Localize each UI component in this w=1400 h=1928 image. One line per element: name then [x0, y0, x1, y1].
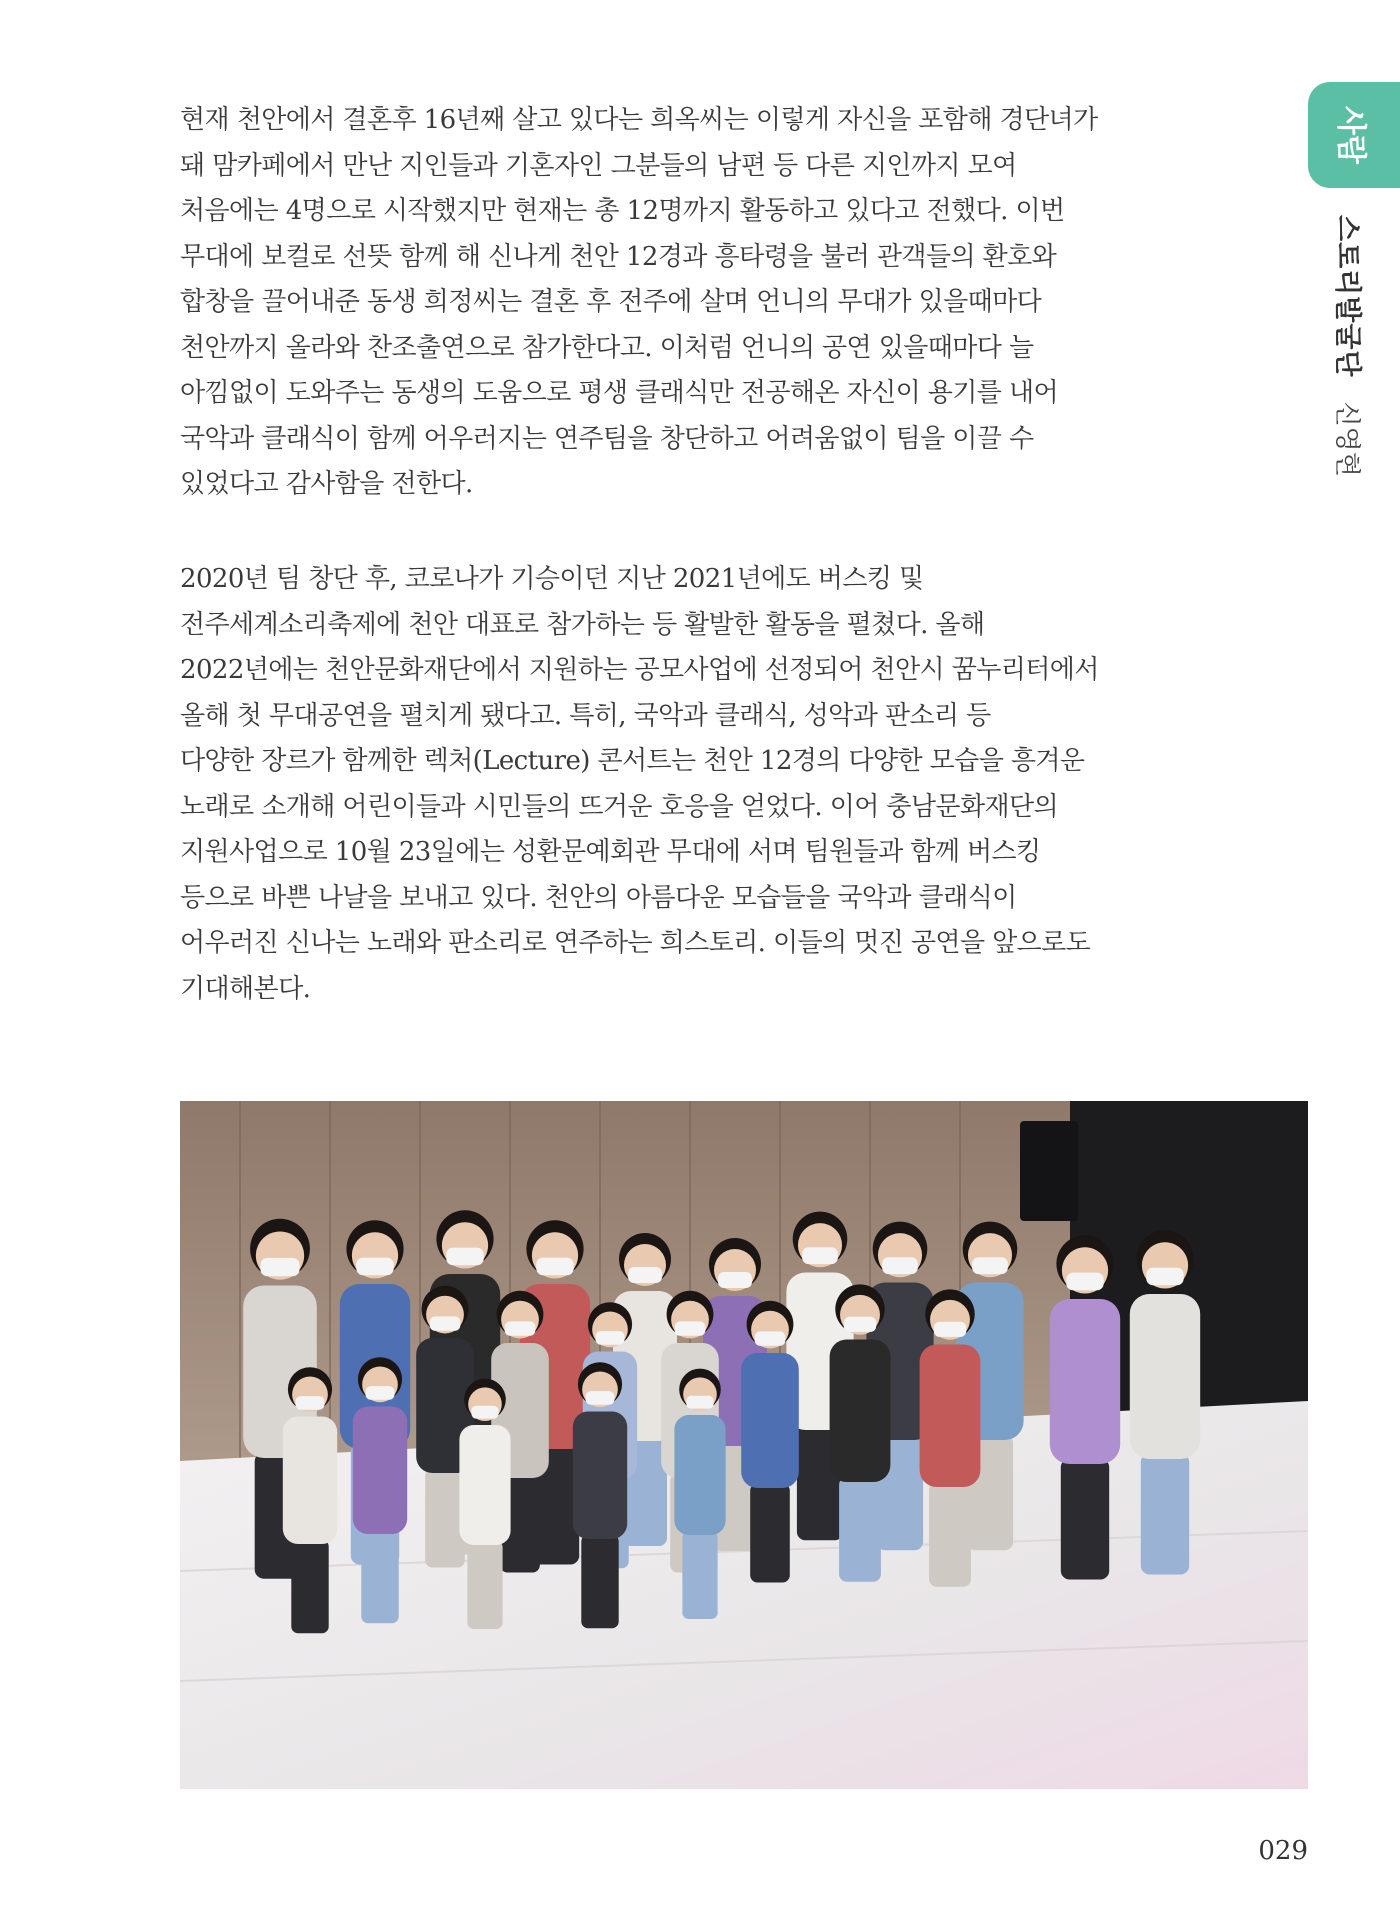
side-caption	[1331, 215, 1370, 477]
text-line: 돼 맘카페에서 만난 지인들과 기혼자인 그분들의 남편 등 다른 지인까지 모여	[180, 150, 1017, 181]
section-tab	[1308, 82, 1400, 188]
speaker	[1020, 1121, 1078, 1221]
text-line: 올해 첫 무대공연을 펼치게 됐다고. 특히, 국악과 클래식, 성악과 판소리 등	[180, 700, 991, 731]
text-line: 노래로 소개해 어린이들과 시민들의 뜨거운 호응을 얻었다. 이어 충남문화재단의	[180, 791, 1059, 822]
text-line: 전주세계소리축제에 천안 대표로 참가하는 등 활발한 활동을 펼쳤다. 올해	[180, 609, 985, 640]
text-line: 현재 천안에서 결혼후 16년째 살고 있다는 희옥씨는 이렇게 자신을 포함해 경단녀가	[180, 105, 1098, 135]
text-line: 2022년에는 천안문화재단에서 지원하는 공모사업에 선정되어 천안시 꿈누리터에서	[180, 655, 1099, 685]
series-title: 스토리발굴단	[1331, 215, 1363, 378]
text-line: 국악과 클래식이 함께 어우러지는 연주팀을 창단하고 어려움없이 팀을 이끌 수	[180, 423, 1034, 454]
text-line: 처음에는 4명으로 시작했지만 현재는 총 12명까지 활동하고 있다고 전했다. 이번	[180, 196, 1065, 226]
text-line: 무대에 보컬로 선뜻 함께 해 신나게 천안 12경과 흥타령을 불러 관객들의 환호와	[180, 241, 1057, 272]
text-line: 등으로 바쁜 나날을 보내고 있다. 천안의 아름다운 모습들을 국악과 클래식이	[180, 882, 1017, 913]
page-number: 029	[1258, 1836, 1308, 1866]
text-line: 2020년 팀 창단 후, 코로나가 기승이던 지난 2021년에도 버스킹 및	[180, 564, 924, 594]
author-name: 신영현	[1331, 401, 1362, 477]
paragraph-1	[180, 98, 1140, 508]
text-line: 기대해본다.	[180, 973, 311, 1004]
text-line: 어우러진 신나는 노래와 판소리로 연주하는 희스토리. 이들의 멋진 공연을 앞으로도	[180, 928, 1091, 958]
text-line: 아낌없이 도와주는 동생의 도움으로 평생 클래식만 전공해온 자신이 용기를 내어	[180, 378, 1059, 408]
paragraph-2	[180, 557, 1140, 1012]
group-photo-illustration	[180, 1101, 1308, 1789]
text-line: 지원사업으로 10월 23일에는 성환문예회관 무대에 서며 팀원들과 함께 버스킹	[180, 837, 1041, 867]
group-photo	[180, 1101, 1308, 1789]
text-line: 합창을 끌어내준 동생 희정씨는 결혼 후 전주에 살며 언니의 무대가 있을때마다	[180, 287, 1042, 317]
text-line: 다양한 장르가 함께한 렉처(Lecture) 콘서트는 천안 12경의 다양한 모습을 흥겨운	[180, 746, 1085, 776]
text-line: 있었다고 감사함을 전한다.	[180, 469, 473, 499]
text-line: 천안까지 올라와 찬조출연으로 참가한다고. 이처럼 언니의 공연 있을때마다 늘	[180, 332, 1034, 363]
section-tab-label: 사람	[1333, 106, 1368, 164]
